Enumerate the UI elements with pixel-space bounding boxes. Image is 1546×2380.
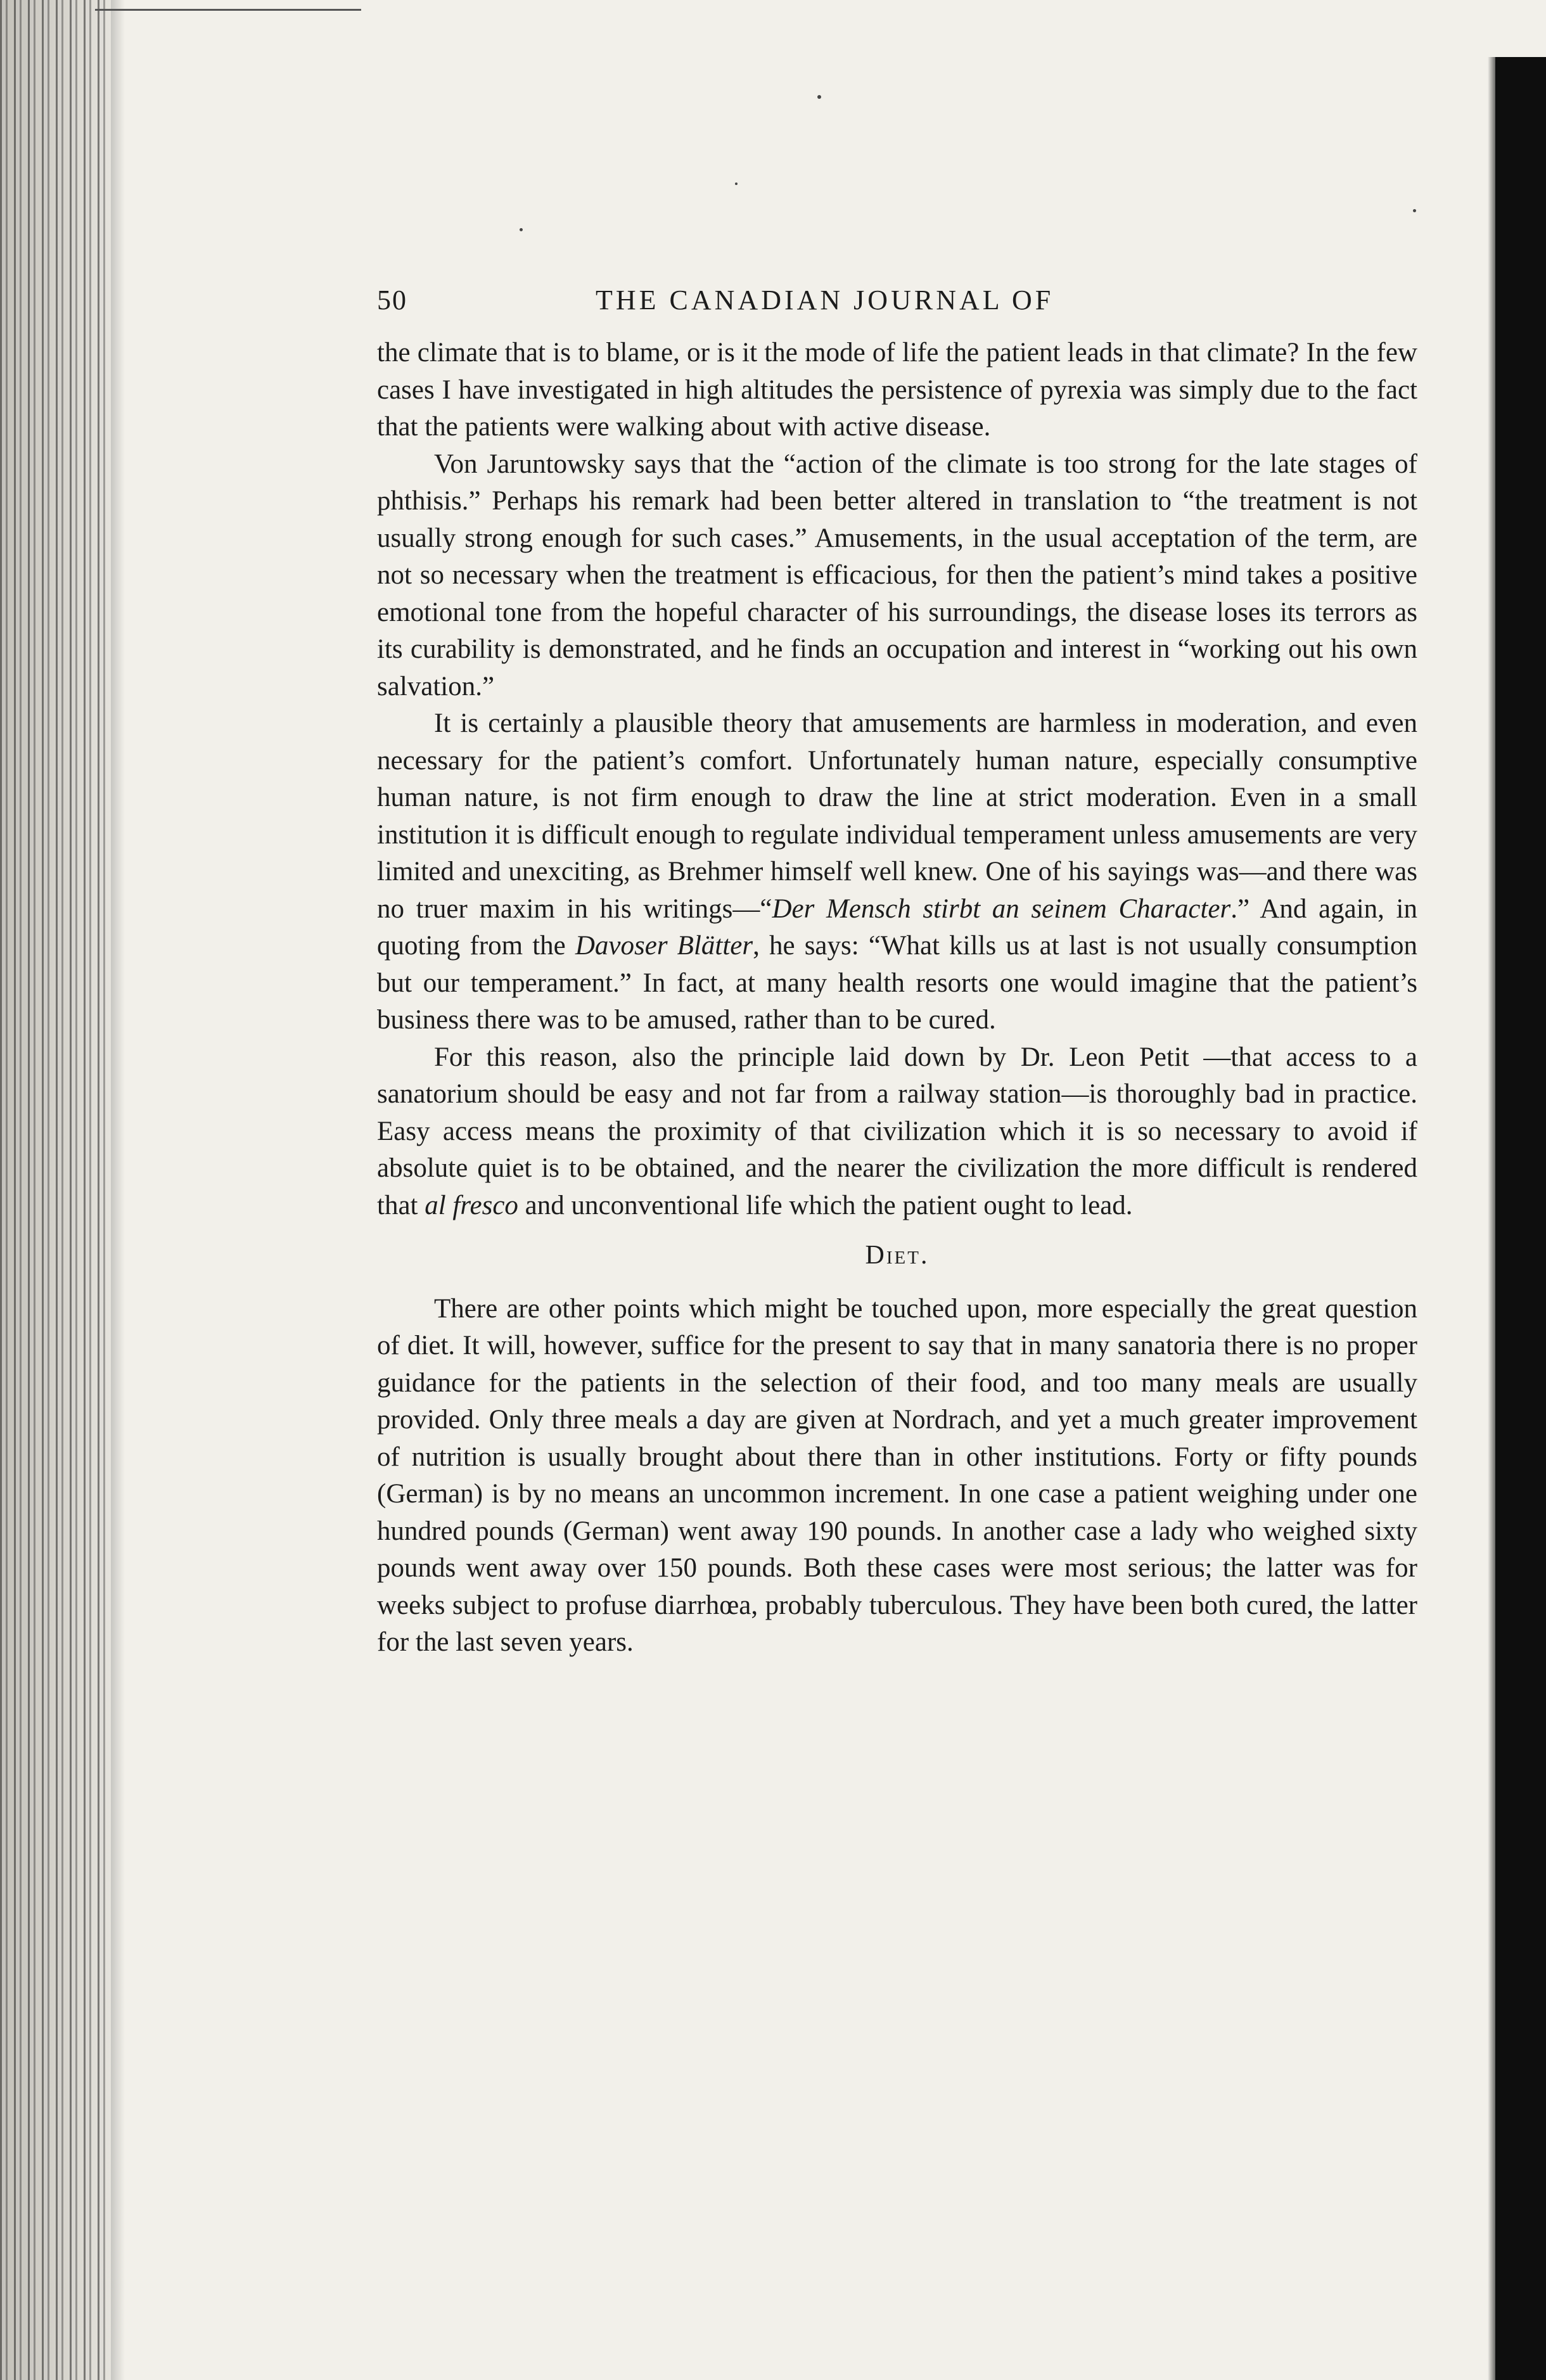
paragraph-3-text-a: It is certainly a plausible theory that amusements are harmless in moderation, and even necessary for the patient’s comfort. Unfortunately human nature, especially consumptive human nature, is not firm enough to draw the line at strict moderation. Even in a small institution it is difficult enough to regulate individual temperament unless amusements are very limited and unexciting, as Brehmer himself well knew. One of his sayings was—and there was no truer maxim in his writings—“ — [377, 708, 1417, 924]
scan-speck — [817, 95, 821, 99]
periodical-title: Davoser Blätter — [575, 931, 753, 961]
italic-phrase: al fresco — [425, 1190, 518, 1220]
paragraph-3-text-c: , he says: “What kills us at last is not usually consumption but our temperament.” In fact, at many health resorts one would imagine that the patient’s business there was to be amused, rather than to be cured. — [377, 931, 1418, 1035]
scan-top-mark — [95, 9, 361, 11]
document-page — [377, 284, 1417, 1661]
german-quote: Der Mensch stirbt an seinem Character — [772, 893, 1231, 924]
scan-speck — [1413, 209, 1416, 212]
scan-speck — [735, 182, 738, 185]
scan-binding-edge — [0, 0, 111, 2380]
paragraph-3-text-b: .” And again, in quoting from the — [377, 893, 1417, 961]
paragraph-5: There are other points which might be touched upon, more especially the great question of diet. It will, however, suffice for the present to say that in many sanatoria there is no proper guidance for the patients in the selection of their food, and too many meals are usually provided. Only three meals a day are given at Nordrach, and yet a much greater improvement of nutrition is usually brought about there than in other institutions. Forty or fifty pounds (German) is by no means an uncommon increment. In one case a patient weighing under one hundred pounds (German) went away 190 pounds. In another case a lady who weighed sixty pounds went away over 150 pounds. Both these cases were most serious; the latter was for weeks subject to profuse diarrhœa, probably tuberculous. They have been both cured, the latter for the last seven years. — [377, 1293, 1417, 1657]
section-heading: Diet. — [865, 1241, 930, 1270]
scan-speck — [520, 228, 523, 231]
journal-title: THE CANADIAN JOURNAL OF — [596, 285, 1054, 316]
page-number: 50 — [377, 285, 407, 316]
body-text — [377, 335, 1417, 1661]
paragraph-4-text-a: For this reason, also the principle laid down by Dr. Leon Petit —that access to a sanatorium should be easy and not far from a railway station—is thoroughly bad in practice. Easy access means the proximity of that civilization which it is so necessary to avoid if absolute quiet is to be obtained, and the nearer the civilization the more difficult is rendered that — [377, 1042, 1417, 1220]
paragraph-3 — [377, 705, 1417, 1039]
running-head — [377, 284, 1417, 335]
paragraph-4 — [377, 1039, 1417, 1225]
scan-gutter-shadow — [111, 0, 125, 2380]
scan-right-border — [1495, 57, 1546, 2380]
scan-right-border-fade — [1488, 57, 1495, 2380]
paragraph-4-text-b: and unconventional life which the patient ought to lead. — [518, 1190, 1133, 1220]
paragraph-2: Von Jaruntowsky says that the “action of the climate is too strong for the late stages of phthisis.” Perhaps his remark had been better altered in translation to “the treatment is not usually strong enough for such cases.” Amusements, in the usual acceptation of the term, are not so necessary when the treatment is efficacious, for then the patient’s mind takes a positive emotional tone from the hopeful character of his surroundings, the disease loses its terrors as its curability is demonstrated, and he finds an occupation and interest in “working out his own salvation.” — [377, 449, 1417, 701]
paragraph-1: the climate that is to blame, or is it the mode of life the patient leads in that climate? In the few cases I have investigated in high altitudes the persistence of pyrexia was simply due to the fact that the patients were walking about with active disease. — [377, 338, 1417, 442]
